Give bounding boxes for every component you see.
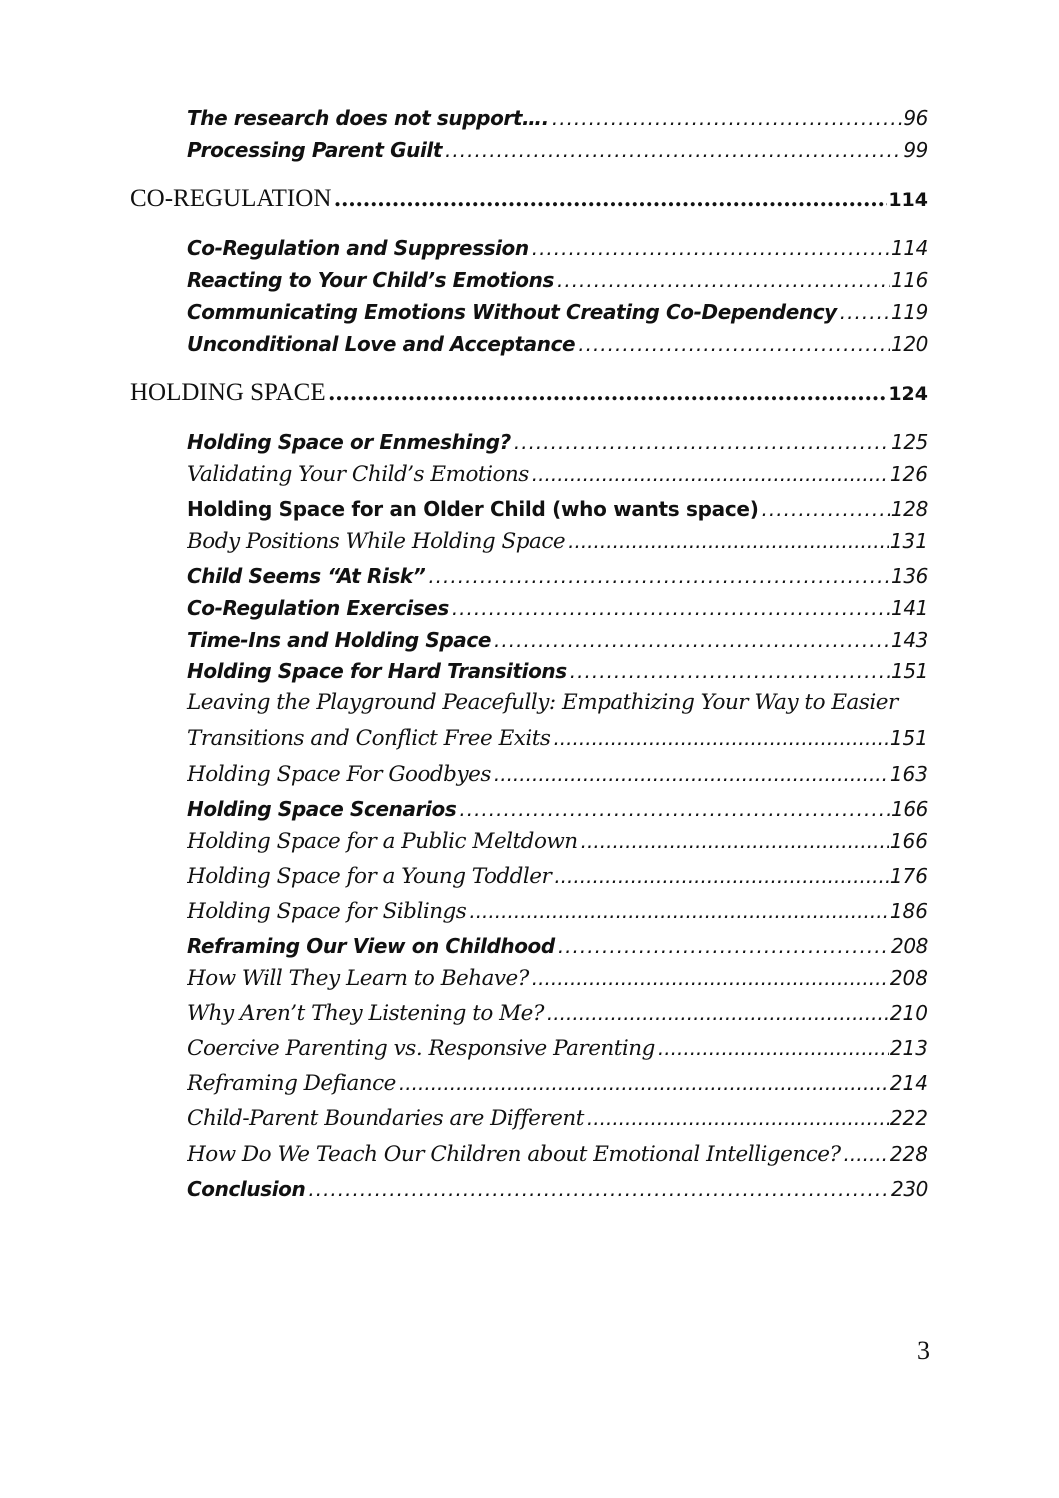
toc-entry-page: 166	[891, 797, 928, 821]
dot-leader	[428, 564, 890, 588]
toc-entry-page: 128	[890, 497, 928, 521]
toc-entry	[187, 797, 928, 821]
toc-entry-title-line1: Leaving the Playground Peacefully: Empathizing Your Way to Easier	[187, 690, 898, 715]
toc-entry-title: Child-Parent Boundaries are Different	[187, 1106, 584, 1131]
dot-leader	[557, 268, 890, 292]
toc-entry-title: Holding Space or Enmeshing?	[187, 430, 511, 454]
dot-leader	[308, 1177, 890, 1201]
toc-entry-title: Holding Space for Siblings	[187, 899, 467, 924]
toc-entry	[187, 462, 928, 487]
toc-entry-page: 166	[889, 829, 928, 853]
toc-entry-title: Communicating Emotions Without Creating Co-Dependency	[187, 300, 837, 324]
toc-entry	[187, 966, 928, 991]
dot-leader	[553, 726, 888, 750]
toc-entry-title-line2: Transitions and Conflict Free Exits	[187, 726, 551, 751]
dot-leader	[334, 185, 887, 213]
dot-leader	[568, 529, 889, 553]
dot-leader	[514, 430, 890, 454]
toc-entry-page: 222	[889, 1106, 928, 1130]
toc-entry-page: 176	[889, 864, 928, 888]
toc-entry-page: 119	[891, 300, 928, 324]
toc-entry	[187, 934, 928, 958]
toc-entry-title: Body Positions While Holding Space	[187, 529, 566, 554]
toc-entry-page: 151	[889, 726, 928, 750]
dot-leader	[554, 864, 889, 888]
toc-entry	[187, 430, 928, 454]
toc-chapter	[130, 379, 928, 407]
toc-chapter-title: HOLDING SPACE	[130, 379, 326, 406]
page-number: 3	[917, 1336, 930, 1365]
toc-entry-title: Co-Regulation and Suppression	[187, 236, 529, 260]
toc-entry-title: Holding Space for Hard Transitions	[187, 659, 567, 683]
toc-entry-page: 114	[891, 236, 928, 260]
toc-entry-page: 125	[891, 430, 928, 454]
toc-entry	[187, 1142, 928, 1167]
toc-entry-title: How Do We Teach Our Children about Emotional Intelligence?	[187, 1142, 841, 1167]
toc-entry	[187, 1036, 928, 1061]
toc-entry-page: 208	[891, 934, 928, 958]
toc-entry	[187, 300, 928, 324]
toc-entry	[187, 899, 928, 924]
toc-entry	[187, 564, 928, 588]
toc-entry-title: Reacting to Your Child’s Emotions	[187, 268, 554, 292]
dot-leader	[558, 934, 890, 958]
toc-entry	[187, 659, 928, 683]
toc-chapter-title: CO-REGULATION	[130, 185, 332, 212]
dot-leader	[844, 1142, 889, 1166]
toc-entry-title: Time-Ins and Holding Space	[187, 628, 492, 652]
dot-leader	[570, 659, 890, 683]
toc-entry-page: 230	[891, 1177, 928, 1201]
toc-entry-page: 136	[891, 564, 928, 588]
toc-entry-title: Co-Regulation Exercises	[187, 596, 449, 620]
dot-leader	[494, 762, 889, 786]
toc-chapter-page: 124	[888, 383, 928, 405]
toc-entry-title: How Will They Learn to Behave?	[187, 966, 529, 991]
dot-leader	[459, 797, 890, 821]
toc-entry-title: Holding Space for a Young Toddler	[187, 864, 552, 889]
toc-entry-title: Coercive Parenting vs. Responsive Parenting	[187, 1036, 655, 1061]
toc-entry-page: 228	[889, 1142, 928, 1166]
toc-entry	[187, 236, 928, 260]
toc-entry	[187, 1177, 928, 1201]
toc-entry-page: 143	[891, 628, 928, 652]
toc-entry-title: Reframing Defiance	[187, 1071, 396, 1096]
dot-leader	[762, 497, 890, 521]
dot-leader	[532, 462, 889, 486]
dot-leader	[494, 628, 890, 652]
toc-entry-page: 126	[889, 462, 928, 486]
toc-entry-title: Holding Space Scenarios	[187, 797, 457, 821]
toc-entry	[187, 497, 928, 521]
toc-entry-title: Holding Space for an Older Child (who wants space)	[187, 497, 759, 521]
dot-leader	[581, 829, 889, 853]
toc-entry-page: 163	[889, 762, 928, 786]
dot-leader	[547, 1001, 889, 1025]
toc-entry-page: 120	[891, 332, 928, 356]
dot-leader	[840, 300, 890, 324]
toc-entry-page: 99	[903, 138, 928, 162]
toc-entry-page: 186	[889, 899, 928, 923]
dot-leader	[532, 966, 889, 990]
dot-leader	[552, 106, 902, 130]
toc-entry	[187, 1106, 928, 1131]
toc-chapter-page: 114	[888, 189, 928, 211]
toc-entry-page: 141	[891, 596, 928, 620]
dot-leader	[452, 596, 890, 620]
dot-leader	[329, 379, 888, 407]
toc-entry-page: 214	[889, 1071, 928, 1095]
toc-entry	[187, 1001, 928, 1026]
toc-entry	[187, 596, 928, 620]
toc-entry-title: Conclusion	[187, 1177, 306, 1201]
toc-entry-title: Holding Space for a Public Meltdown	[187, 829, 578, 854]
toc-chapter	[130, 185, 928, 213]
dot-leader	[532, 236, 890, 260]
toc-entry	[187, 1071, 928, 1096]
toc-entry	[187, 864, 928, 889]
dot-leader	[469, 899, 888, 923]
toc-entry	[187, 106, 928, 130]
toc-entry-title: Unconditional Love and Acceptance	[187, 332, 576, 356]
dot-leader	[445, 138, 902, 162]
toc-entry	[187, 332, 928, 356]
toc-entry-title: Child Seems “At Risk”	[187, 564, 426, 588]
toc-entry-page: 210	[889, 1001, 928, 1025]
toc-entry-page: 151	[891, 659, 928, 683]
toc-entry-page: 131	[889, 529, 928, 553]
toc-entry-page: 208	[889, 966, 928, 990]
toc-entry-title: Processing Parent Guilt	[187, 138, 443, 162]
toc-entry	[187, 762, 928, 787]
toc-entry-title: Why Aren’t They Listening to Me?	[187, 1001, 544, 1026]
toc-entry-page: 213	[889, 1036, 928, 1060]
toc-entry	[187, 529, 928, 554]
toc-entry-page: 116	[891, 268, 928, 292]
toc-entry-page: 96	[903, 106, 928, 130]
dot-leader	[578, 332, 890, 356]
toc-entry	[187, 628, 928, 652]
dot-leader	[587, 1106, 889, 1130]
toc-entry-title: Holding Space For Goodbyes	[187, 762, 491, 787]
toc-entry	[187, 138, 928, 162]
toc-entry	[187, 268, 928, 292]
dot-leader	[399, 1071, 889, 1095]
toc-entry-title: The research does not support….	[187, 106, 549, 130]
toc-entry	[187, 829, 928, 854]
dot-leader	[658, 1036, 889, 1060]
toc-entry-title: Reframing Our View on Childhood	[187, 934, 555, 958]
toc-entry-title: Validating Your Child’s Emotions	[187, 462, 529, 487]
toc-entry	[187, 726, 928, 751]
